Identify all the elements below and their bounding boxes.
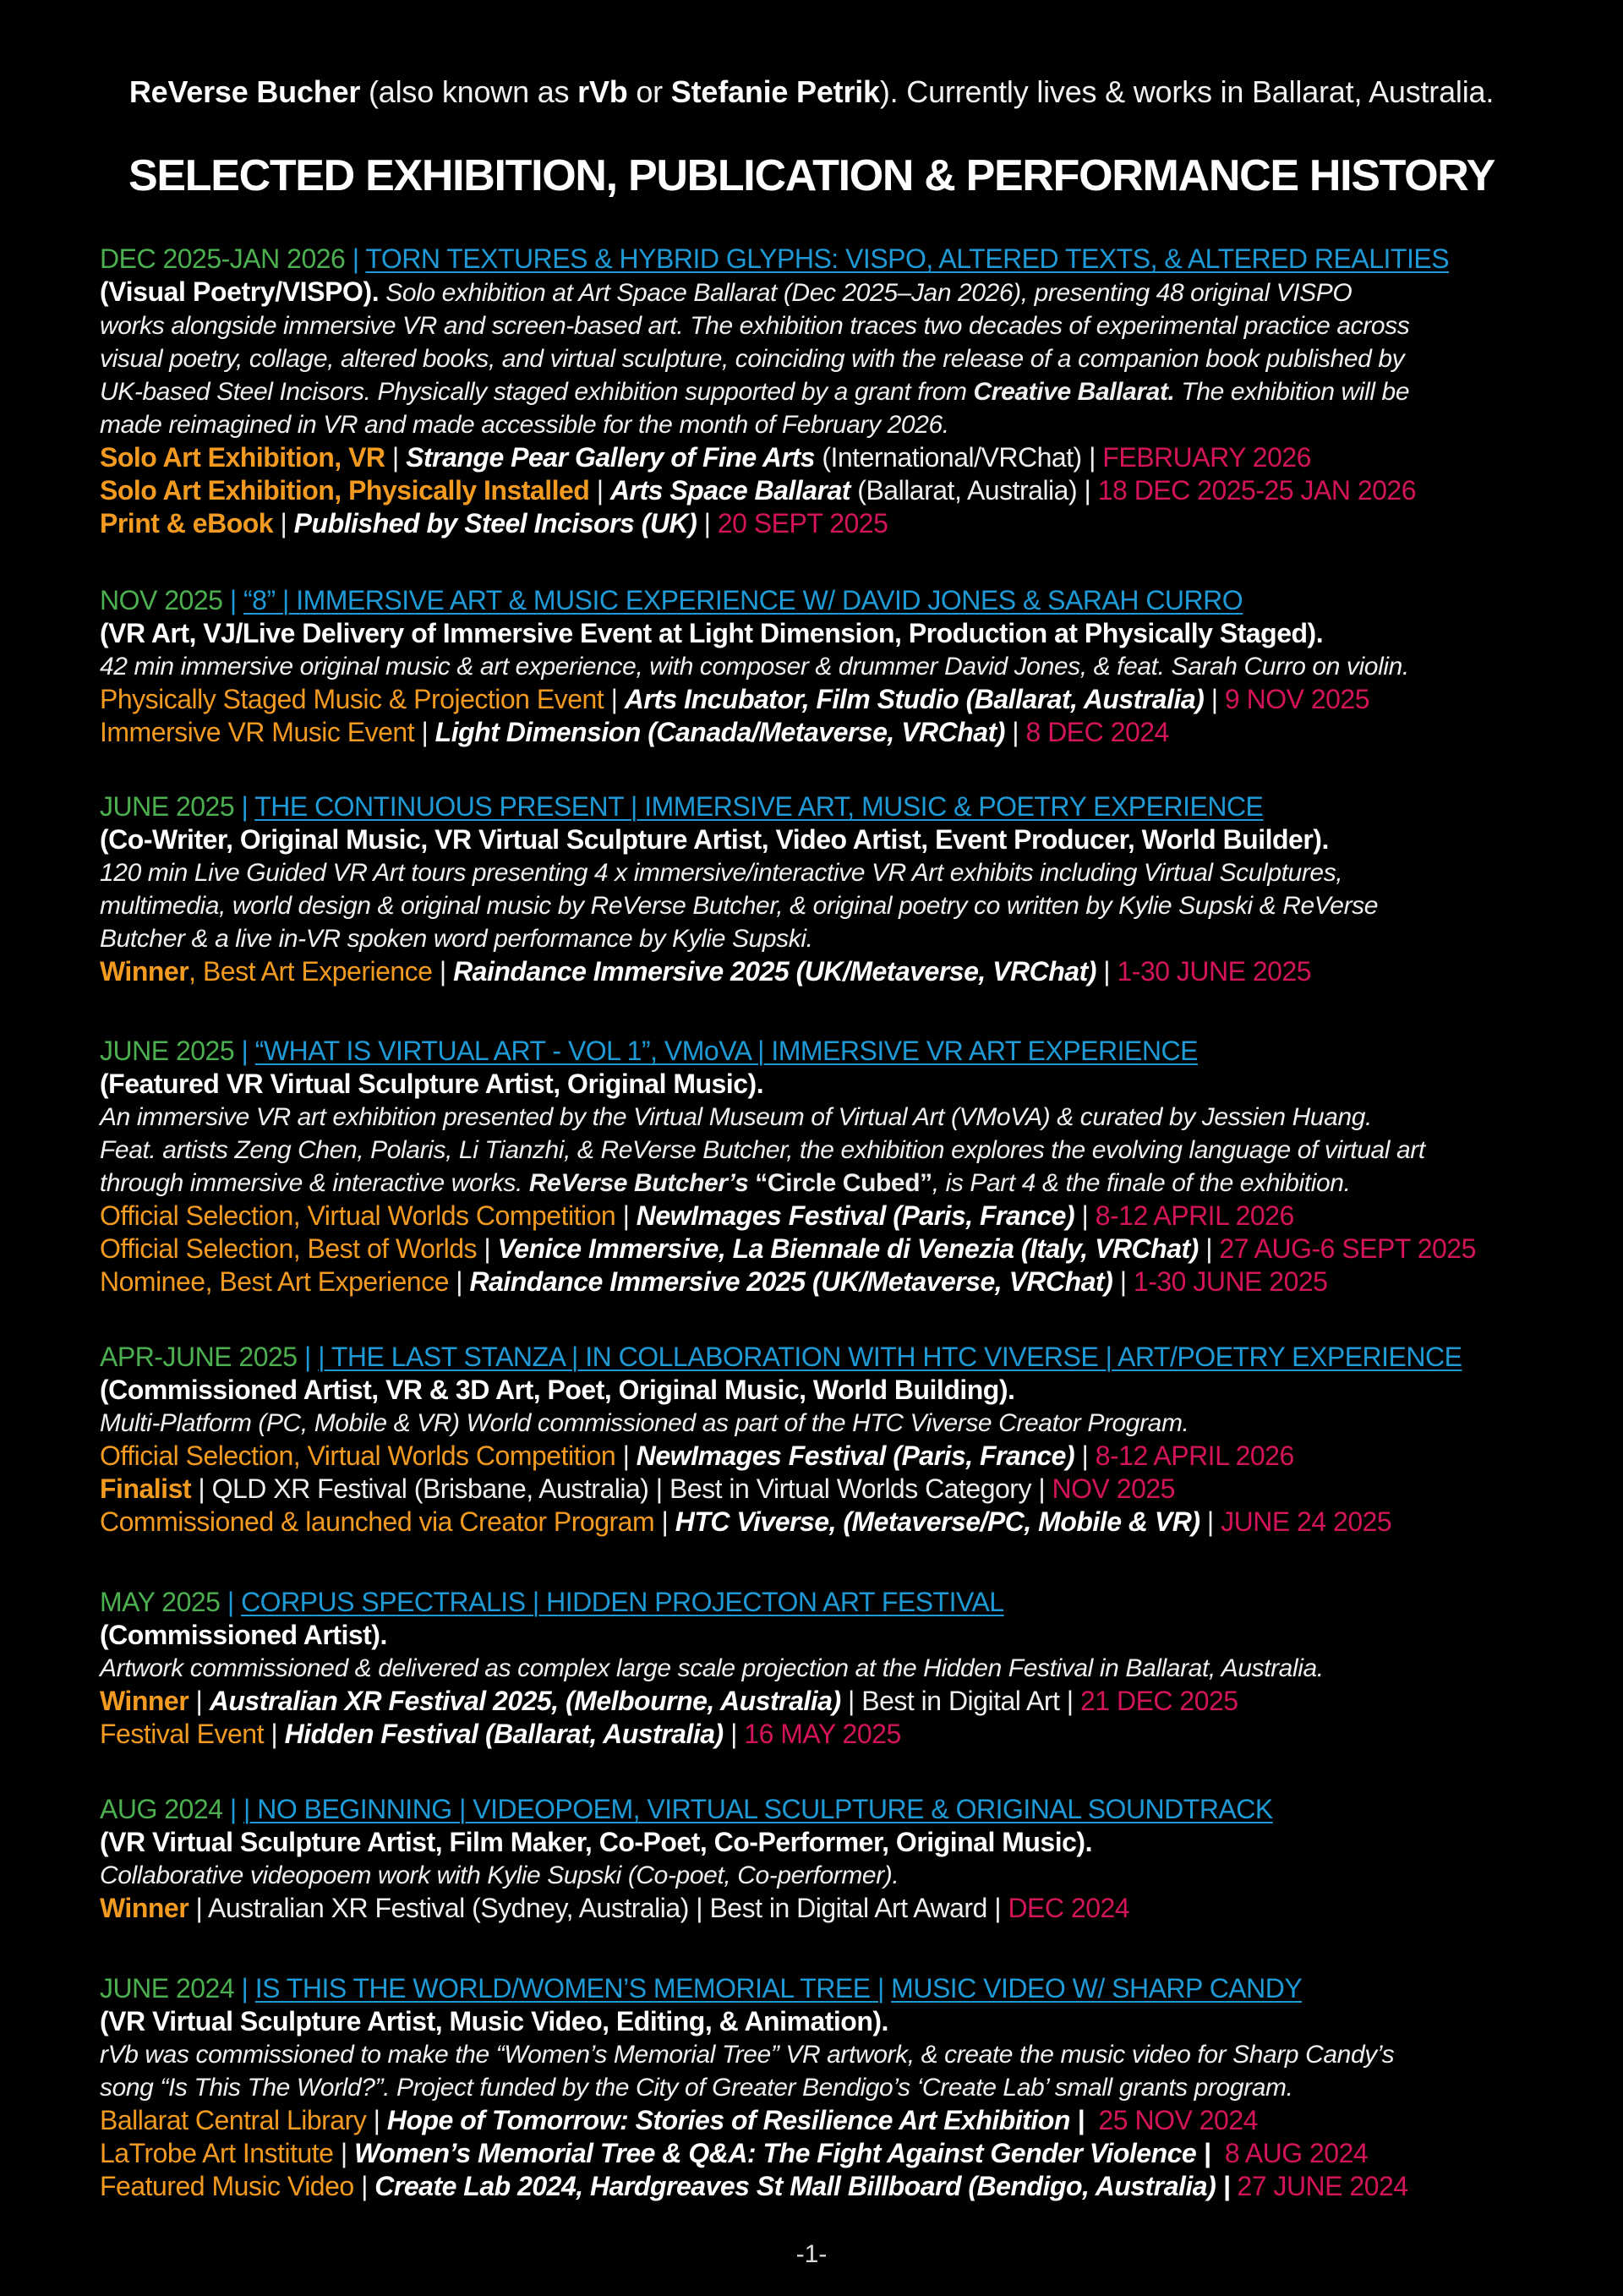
credit-line: Physically Staged Music & Projection Event | Arts Incubator, Film Studio (Ballarat, Australia) | 9 NOV 2025 — [100, 684, 1369, 714]
credit-line: Solo Art Exhibition, VR | Strange Pear Gallery of Fine Arts (International/VRChat) | FEBRUARY 2026 — [100, 442, 1311, 473]
entry-title-link[interactable]: THE CONTINUOUS PRESENT | IMMERSIVE ART, MUSIC & POETRY EXPERIENCE — [254, 791, 1264, 822]
page-number: -1- — [795, 2240, 828, 2268]
entry-role: (Commissioned Artist). — [100, 1620, 387, 1650]
credit-line: Festival Event | Hidden Festival (Ballarat, Australia) | 16 MAY 2025 — [100, 1719, 901, 1749]
entry-last-stanza: APR-JUNE 2025 | | THE LAST STANZA | IN COLLABORATION WITH HTC VIVERSE | ART/POETRY EXPERIENCE (Commissioned Artist, VR & 3D Art, Poet, Original Music, World Building). Multi-Platform (PC, Mobile & VR) World commissioned as part of the HTC Viverse Creator Program. Official Selection, Virtual Worlds Competition | NewImages Festival (Paris, France) | 8-12 APRIL 2026 Finalist | QLD XR Festival (Brisbane, Australia) | Best in Virtual Worlds Category | NOV 2025 Commissioned & launched via Creator Program | HTC Viverse, (Metaverse/PC, Mobile & VR) | JUNE 24 2025 — [100, 1341, 1554, 1539]
entry-role: (VR Art, VJ/Live Delivery of Immersive Event at Light Dimension, Production at Physically Staged). — [100, 618, 1324, 648]
entry-description: Collaborative videopoem work with Kylie Supski (Co-poet, Co-performer). — [100, 1861, 899, 1889]
entry-title-link[interactable]: | NO BEGINNING | VIDEOPOEM, VIRTUAL SCULPTURE & ORIGINAL SOUNDTRACK — [243, 1794, 1273, 1824]
entry-role: (Commissioned Artist, VR & 3D Art, Poet, Original Music, World Building). — [100, 1375, 1015, 1405]
entry-torn-textures: DEC 2025-JAN 2026 | TORN TEXTURES & HYBRID GLYPHS: VISPO, ALTERED TEXTS, & ALTERED REALITIES (Visual Poetry/VISPO). Solo exhibition at Art Space Ballarat (Dec 2025–Jan 2026), presenting 48 original VISPO works alongside immersive VR and screen-based art. The exhibition traces two decades of experimental practice across visual poetry, collage, altered books, and virtual sculpture, coinciding with the release of a companion book published by UK-based Steel Incisors. Physically staged exhibition supported by a grant from Creative Ballarat. The exhibition will be made reimagined in VR and made accessible for the month of February 2026. Solo Art Exhibition, VR | Strange Pear Gallery of Fine Arts (International/VRChat) | FEBRUARY 2026 Solo Art Exhibition, Physically Installed | Arts Space Ballarat (Ballarat, Australia) | 18 DEC 2025-25 JAN 2026 Print & eBook | Published by Steel Incisors (UK) | 20 SEPT 2025 — [100, 243, 1554, 540]
entry-title-link[interactable]: | THE LAST STANZA | IN COLLABORATION WITH HTC VIVERSE | ART/POETRY EXPERIENCE — [318, 1342, 1462, 1372]
credit-line: Winner | Australian XR Festival 2025, (Melbourne, Australia) | Best in Digital Art | 21 DEC 2025 — [100, 1686, 1238, 1716]
entry-date: JUNE 2025 — [100, 791, 235, 822]
entry-date: DEC 2025-JAN 2026 — [100, 243, 346, 274]
entry-role: (VR Virtual Sculpture Artist, Music Video, Editing, & Animation). — [100, 2006, 888, 2036]
alias-legal-name: Stefanie Petrik — [670, 74, 880, 109]
credit-line: Featured Music Video | Create Lab 2024, Hardgreaves St Mall Billboard (Bendigo, Australia) | 27 JUNE 2024 — [100, 2171, 1408, 2201]
entry-continuous-present: JUNE 2025 | THE CONTINUOUS PRESENT | IMMERSIVE ART, MUSIC & POETRY EXPERIENCE (Co-Writer, Original Music, VR Virtual Sculpture Artist, Video Artist, Event Producer, World Builder). 120 min Live Guided VR Art tours presenting 4 x immersive/interactive VR Art exhibits including Virtual Sculptures, multimedia, world design & original music by ReVerse Butcher, & original poetry co written by Kylie Supski & ReVerse Butcher & a live in-VR spoken word performance by Kylie Supski. Winner, Best Art Experience | Raindance Immersive 2025 (UK/Metaverse, VRChat) | 1-30 JUNE 2025 — [100, 790, 1554, 988]
entry-title-link[interactable]: IS THIS THE WORLD/WOMEN’S MEMORIAL TREE | — [254, 1973, 884, 2004]
credit-line: Ballarat Central Library | Hope of Tomorrow: Stories of Resilience Art Exhibition | 25 NOV 2024 — [100, 2105, 1258, 2135]
credit-line: Official Selection, Virtual Worlds Competition | NewImages Festival (Paris, France) | 8-12 APRIL 2026 — [100, 1200, 1294, 1231]
entry-role: (Co-Writer, Original Music, VR Virtual Sculpture Artist, Video Artist, Event Producer, World Builder). — [100, 824, 1329, 855]
credit-line: Official Selection, Best of Worlds | Venice Immersive, La Biennale di Venezia (Italy, VRChat) | 27 AUG-6 SEPT 2025 — [100, 1233, 1476, 1264]
entry-role: (Visual Poetry/VISPO). — [100, 276, 380, 307]
entry-description: Multi-Platform (PC, Mobile & VR) World commissioned as part of the HTC Viverse Creator Program. — [100, 1409, 1189, 1437]
entry-date: JUNE 2025 — [100, 1036, 235, 1066]
entry-date: JUNE 2024 — [100, 1973, 235, 2004]
entry-corpus-spectralis: MAY 2025 | CORPUS SPECTRALIS | HIDDEN PROJECTON ART FESTIVAL (Commissioned Artist). Artwork commissioned & delivered as complex large scale projection at the Hidden Festival in Ballarat, Australia. Winner | Australian XR Festival 2025, (Melbourne, Australia) | Best in Digital Art | 21 DEC 2025 Festival Event | Hidden Festival (Ballarat, Australia) | 16 MAY 2025 — [100, 1586, 1554, 1751]
entry-description: Artwork commissioned & delivered as complex large scale projection at the Hidden Festival in Ballarat, Australia. — [100, 1654, 1324, 1682]
entry-date: APR-JUNE 2025 — [100, 1342, 298, 1372]
credit-line: Commissioned & launched via Creator Program | HTC Viverse, (Metaverse/PC, Mobile & VR) | JUNE 24 2025 — [100, 1506, 1392, 1537]
entry-description: An immersive VR art exhibition presented by the Virtual Museum of Virtual Art (VMoVA) & curated by Jessien Huang. — [100, 1103, 1372, 1131]
entry-title-link[interactable]: “WHAT IS VIRTUAL ART - VOL 1”, VMoVA | IMMERSIVE VR ART EXPERIENCE — [254, 1036, 1198, 1066]
credit-line: Official Selection, Virtual Worlds Competition | NewImages Festival (Paris, France) | 8-12 APRIL 2026 — [100, 1440, 1294, 1471]
credit-line: LaTrobe Art Institute | Women’s Memorial Tree & Q&A: The Fight Against Gender Violence | 8 AUG 2024 — [100, 2138, 1369, 2168]
credit-line: Solo Art Exhibition, Physically Installed | Arts Space Ballarat (Ballarat, Australia) | 18 DEC 2025-25 JAN 2026 — [100, 475, 1416, 506]
page-heading: SELECTED EXHIBITION, PUBLICATION & PERFORMANCE HISTORY — [128, 151, 1495, 200]
entry-8-immersive: NOV 2025 | “8” | IMMERSIVE ART & MUSIC EXPERIENCE W/ DAVID JONES & SARAH CURRO (VR Art, VJ/Live Delivery of Immersive Event at Light Dimension, Production at Physically Staged). 42 min immersive original music & art experience, with composer & drummer David Jones, & feat. Sarah Curro on violin. Physically Staged Music & Projection Event | Arts Incubator, Film Studio (Ballarat, Australia) | 9 NOV 2025 Immersive VR Music Event | Light Dimension (Canada/Metaverse, VRChat) | 8 DEC 2024 — [100, 584, 1554, 749]
credit-line: Print & eBook | Published by Steel Incisors (UK) | 20 SEPT 2025 — [100, 508, 888, 538]
entry-date: AUG 2024 — [100, 1794, 223, 1824]
entry-description: 120 min Live Guided VR Art tours presenting 4 x immersive/interactive VR Art exhibits including Virtual Sculptures, — [100, 859, 1343, 887]
credit-line: Immersive VR Music Event | Light Dimension (Canada/Metaverse, VRChat) | 8 DEC 2024 — [100, 717, 1169, 747]
entry-role: (VR Virtual Sculpture Artist, Film Maker, Co-Poet, Co-Performer, Original Music). — [100, 1827, 1092, 1857]
entry-date: NOV 2025 — [100, 585, 223, 615]
credit-line: Finalist | QLD XR Festival (Brisbane, Australia) | Best in Virtual Worlds Category | NOV 2025 — [100, 1473, 1175, 1504]
entry-role: (Featured VR Virtual Sculpture Artist, Original Music). — [100, 1069, 764, 1099]
artist-name: ReVerse Bucher — [128, 74, 361, 109]
entry-is-this-the-world: JUNE 2024 | IS THIS THE WORLD/WOMEN’S MEMORIAL TREE | MUSIC VIDEO W/ SHARP CANDY (VR Virtual Sculpture Artist, Music Video, Editing, & Animation). rVb was commissioned to make the “Women’s Memorial Tree” VR artwork, & create the music video for Sharp Candy’s song “Is This The World?”. Project funded by the City of Greater Bendigo’s ‘Create Lab’ small grants program. Ballarat Central Library | Hope of Tomorrow: Stories of Resilience Art Exhibition | 25 NOV 2024 LaTrobe Art Institute | Women’s Memorial Tree & Q&A: The Fight Against Gender Violence | 8 AUG 2024 Featured Music Video | Create Lab 2024, Hardgreaves St Mall Billboard (Bendigo, Australia) | 27 JUNE 2024 — [100, 1972, 1554, 2203]
credit-line: Winner | Australian XR Festival (Sydney, Australia) | Best in Digital Art Award | DEC 2024 — [100, 1893, 1130, 1923]
credit-line: Winner, Best Art Experience | Raindance Immersive 2025 (UK/Metaverse, VRChat) | 1-30 JUNE 2025 — [100, 956, 1312, 987]
intro-line: ReVerse Bucher (also known as rVb or Stefanie Petrik). Currently lives & works in Ballarat, Australia. — [128, 74, 1495, 109]
entry-title-link[interactable]: CORPUS SPECTRALIS | HIDDEN PROJECTON ART FESTIVAL — [241, 1587, 1004, 1617]
artwork-title: “Circle Cubed” — [748, 1169, 932, 1197]
entry-description: (Visual Poetry/VISPO). Solo exhibition at Art Space Ballarat (Dec 2025–Jan 2026), presenting 48 original VISPO — [100, 276, 1352, 307]
entry-title-link[interactable]: TORN TEXTURES & HYBRID GLYPHS: VISPO, ALTERED TEXTS, & ALTERED REALITIES — [365, 243, 1450, 274]
entry-date: MAY 2025 — [100, 1587, 221, 1617]
entry-title-link[interactable]: “8” | IMMERSIVE ART & MUSIC EXPERIENCE W/ DAVID JONES & SARAH CURRO — [243, 585, 1243, 615]
credit-line: Nominee, Best Art Experience | Raindance Immersive 2025 (UK/Metaverse, VRChat) | 1-30 JUNE 2025 — [100, 1266, 1328, 1297]
grant-body: Creative Ballarat. — [973, 378, 1175, 406]
entry-description: 42 min immersive original music & art experience, with composer & drummer David Jones, & feat. Sarah Curro on violin. — [100, 653, 1409, 681]
entry-no-beginning: AUG 2024 | | NO BEGINNING | VIDEOPOEM, VIRTUAL SCULPTURE & ORIGINAL SOUNDTRACK (VR Virtual Sculpture Artist, Film Maker, Co-Poet, Co-Performer, Original Music). Collaborative videopoem work with Kylie Supski (Co-poet, Co-performer). Winner | Australian XR Festival (Sydney, Australia) | Best in Digital Art Award | DEC 2024 — [100, 1793, 1554, 1925]
entry-title-link-2[interactable]: MUSIC VIDEO W/ SHARP CANDY — [891, 1973, 1303, 2004]
alias-rvb: rVb — [577, 74, 628, 109]
entry-what-is-virtual-art: JUNE 2025 | “WHAT IS VIRTUAL ART - VOL 1”, VMoVA | IMMERSIVE VR ART EXPERIENCE (Featured VR Virtual Sculpture Artist, Original Music). An immersive VR art exhibition presented by the Virtual Museum of Virtual Art (VMoVA) & curated by Jessien Huang. Feat. artists Zeng Chen, Polaris, Li Tianzhi, & ReVerse Butcher, the exhibition explores the evolving language of virtual art through immersive & interactive works. ReVerse Butcher’s “Circle Cubed”, is Part 4 & the finale of the exhibition. Official Selection, Virtual Worlds Competition | NewImages Festival (Paris, France) | 8-12 APRIL 2026 Official Selection, Best of Worlds | Venice Immersive, La Biennale di Venezia (Italy, VRChat) | 27 AUG-6 SEPT 2025 Nominee, Best Art Experience | Raindance Immersive 2025 (UK/Metaverse, VRChat) | 1-30 JUNE 2025 — [100, 1035, 1554, 1298]
entry-description: rVb was commissioned to make the “Women’s Memorial Tree” VR artwork, & create the music video for Sharp Candy’s — [100, 2041, 1395, 2069]
